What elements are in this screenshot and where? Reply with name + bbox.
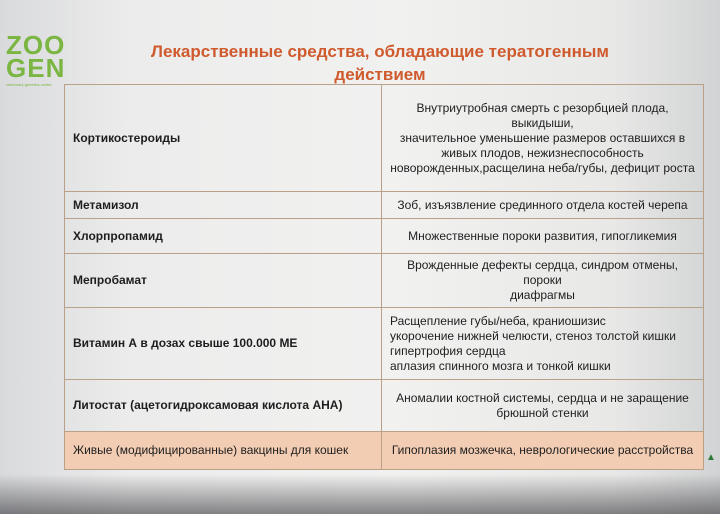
teratogenic-drugs-table — [64, 84, 704, 470]
zoogen-logo — [6, 30, 70, 87]
effect-line: новорожденных,расщелина неба/губы, дефицит роста — [390, 160, 695, 175]
effect-cell — [382, 192, 704, 219]
effect-line: Гипоплазия мозжечка, неврологические расстройства — [391, 443, 694, 457]
drug-cell: Мепробамат — [65, 254, 382, 308]
effect-line: гипертрофия сердца — [390, 343, 506, 358]
effect-cell — [382, 432, 704, 470]
table-row — [65, 254, 704, 308]
effect-cell — [382, 219, 704, 254]
table-row — [65, 192, 704, 219]
drug-cell: Кортикостероиды — [65, 85, 382, 192]
logo-tagline: veterinary genetics center — [6, 82, 52, 87]
effect-cell — [382, 380, 704, 432]
logo-line-2: GEN — [6, 53, 66, 83]
effect-cell — [382, 85, 704, 192]
slide-title — [110, 40, 650, 86]
table-row — [65, 219, 704, 254]
effect-line: брюшной стенки — [496, 405, 589, 420]
effect-line: живых плодов, нежизнеспособность — [441, 145, 644, 160]
logo-line-1: ZOO — [6, 30, 66, 60]
table-row — [65, 380, 704, 432]
effect-line: аплазия спинного мозга и тонкой кишки — [390, 358, 611, 373]
drug-cell: Литостат (ацетогидроксамовая кислота АНА) — [65, 380, 382, 432]
drug-cell: Хлорпропамид — [65, 219, 382, 254]
building-icon: ▲ — [706, 452, 716, 463]
effect-cell — [382, 308, 704, 380]
effect-line: значительное уменьшение размеров оставшихся в — [399, 130, 686, 145]
projector-shadow — [0, 474, 720, 514]
effect-line: Множественные пороки развития, гипогликемия — [408, 228, 677, 243]
drug-cell: Метамизол — [65, 192, 382, 219]
effect-line: укорочение нижней челюсти, стеноз толстой кишки — [390, 328, 676, 343]
effect-line: Врожденные дефекты сердца, синдром отмены, пороки — [407, 258, 678, 287]
drug-cell: Живые (модифицированные) вакцины для кошек — [65, 432, 382, 470]
table-row-highlighted — [65, 432, 704, 470]
table-row — [65, 85, 704, 192]
effect-cell — [382, 254, 704, 308]
effect-line: диафрагмы — [510, 288, 575, 302]
drug-cell: Витамин А в дозах свыше 100.000 МЕ — [65, 308, 382, 380]
table-row — [65, 308, 704, 380]
effect-line: Аномалии костной системы, сердца и не заращение — [396, 390, 689, 405]
effect-line: Расщепление губы/неба, краниошизис — [390, 313, 606, 328]
effect-line: Внутриутробная смерть с резорбцией плода, выкидыши, — [416, 100, 669, 130]
title-line-1: Лекарственные средства, обладающие тератогенным — [151, 42, 609, 61]
effect-line: Зоб, изъязвление срединного отдела костей черепа — [397, 197, 688, 212]
title-line-2: действием — [334, 65, 426, 84]
